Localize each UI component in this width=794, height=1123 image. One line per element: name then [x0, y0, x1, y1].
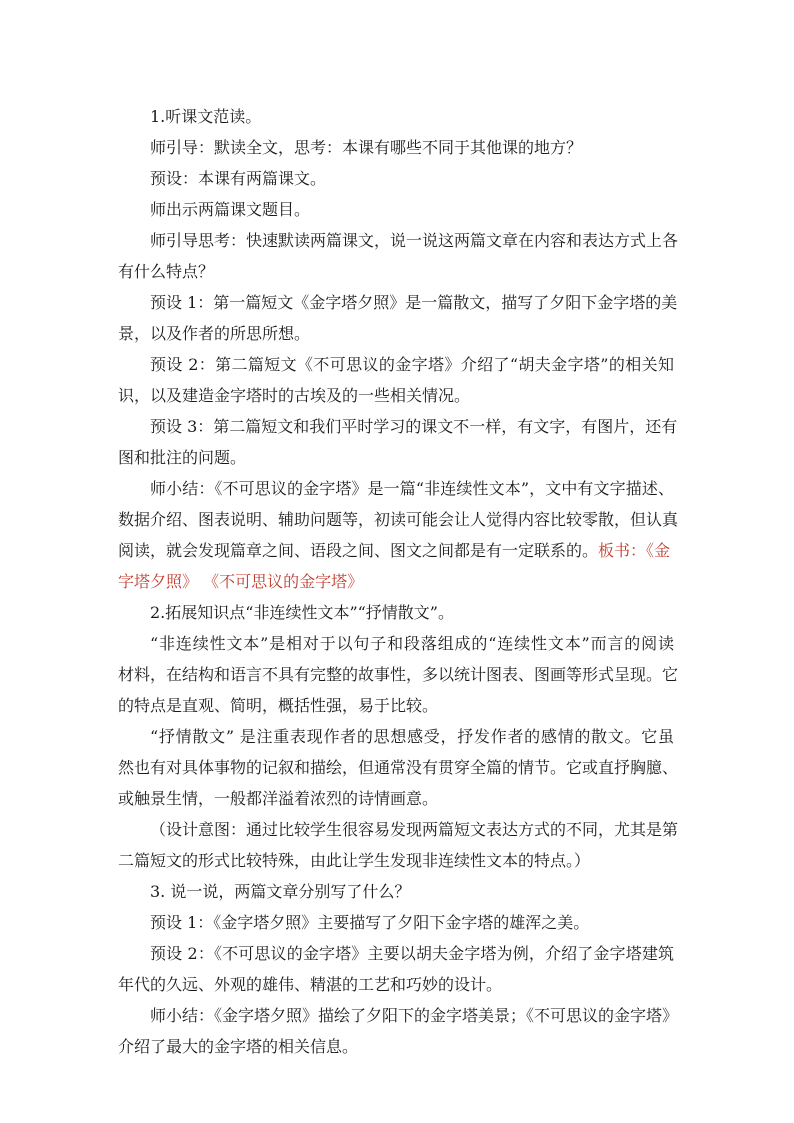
blackboard-titles: 字塔夕照》 《不可思议的金字塔》	[118, 572, 364, 591]
step-1-heading: 1.听课文范读。	[150, 107, 262, 126]
teacher-summary: 师小结：《不可思议的金字塔》是一篇“非连续性文本”，文中有文字描述、	[150, 479, 674, 498]
teacher-guide-think: 师引导思考：快速默读两篇课文，说一说这两篇文章在内容和表达方式上各	[150, 231, 679, 250]
step-3-heading: 3. 说一说，两篇文章分别写了什么？	[150, 882, 411, 901]
preset-1-cont: 景，以及作者的所思所想。	[118, 324, 311, 343]
final-summary-cont: 介绍了最大的金字塔的相关信息。	[118, 1037, 359, 1056]
teacher-shows-titles: 师出示两篇课文题目。	[150, 200, 311, 219]
step-2-heading: 2.拓展知识点“非连续性文本”“抒情散文”。	[150, 603, 454, 622]
preset-3: 预设 3：第二篇短文和我们平时学习的课文不一样，有文字，有图片，还有	[150, 417, 678, 436]
preset: 预设：本课有两篇课文。	[150, 169, 327, 188]
lesson-plan-text	[118, 101, 679, 1062]
teacher-guide-think-cont: 有什么特点？	[118, 262, 215, 281]
step-3-preset-1: 预设 1：《金字塔夕照》主要描写了夕阳下金字塔的雄浑之美。	[150, 913, 590, 932]
teacher-summary-cont-2	[118, 535, 674, 566]
lyrical-prose-definition: “抒情散文” 是注重表现作者的思想感受，抒发作者的感情的散文。它虽	[150, 727, 674, 746]
teacher-guide: 师引导：默读全文，思考：本课有哪些不同于其他课的地方？	[150, 138, 583, 157]
step-3-preset-2: 预设 2：《不可思议的金字塔》主要以胡夫金字塔为例，介绍了金字塔建筑	[150, 944, 674, 963]
teacher-summary-cont-1: 数据介绍、图表说明、辅助问题等，初读可能会让人觉得内容比较零散，但认真	[118, 510, 679, 529]
preset-3-cont: 图和批注的问题。	[118, 448, 247, 467]
preset-2-cont: 识，以及建造金字塔时的古埃及的一些相关情况。	[118, 386, 471, 405]
noncontinuous-text-definition-cont-2: 的特点是直观、简明，概括性强，易于比较。	[118, 696, 439, 715]
lyrical-prose-definition-cont-1: 然也有对具体事物的记叙和描绘，但通常没有贯穿全篇的情节。它或直抒胸臆、	[118, 758, 679, 777]
noncontinuous-text-definition-cont-1: 材料，在结构和语言不具有完整的故事性，多以统计图表、图画等形式呈现。它	[118, 665, 679, 684]
preset-1: 预设 1：第一篇短文《金字塔夕照》是一篇散文，描写了夕阳下金字塔的美	[150, 293, 678, 312]
blackboard-label: 板书：《金	[598, 541, 671, 560]
final-summary: 师小结：《金字塔夕照》描绘了夕阳下的金字塔美景；《不可思议的金字塔》	[150, 1006, 679, 1025]
design-intent-cont: 二篇短文的形式比较特殊，由此让学生发现非连续性文本的特点。）	[118, 851, 591, 870]
teacher-summary-text: 阅读，就会发现篇章之间、语段之间、图文之间都是有一定联系的。	[118, 541, 599, 560]
lyrical-prose-definition-cont-2: 或触景生情，一般都洋溢着浓烈的诗情画意。	[118, 789, 439, 808]
preset-2: 预设 2：第二篇短文《不可思议的金字塔》介绍了“胡夫金字塔”的相关知	[150, 355, 674, 374]
design-intent: （设计意图：通过比较学生很容易发现两篇短文表达方式的不同，尤其是第	[150, 820, 679, 839]
step-3-preset-2-cont: 年代的久远、外观的雄伟、精湛的工艺和巧妙的设计。	[118, 975, 503, 994]
noncontinuous-text-definition: “非连续性文本”是相对于以句子和段落组成的“连续性文本”而言的阅读	[150, 634, 674, 653]
